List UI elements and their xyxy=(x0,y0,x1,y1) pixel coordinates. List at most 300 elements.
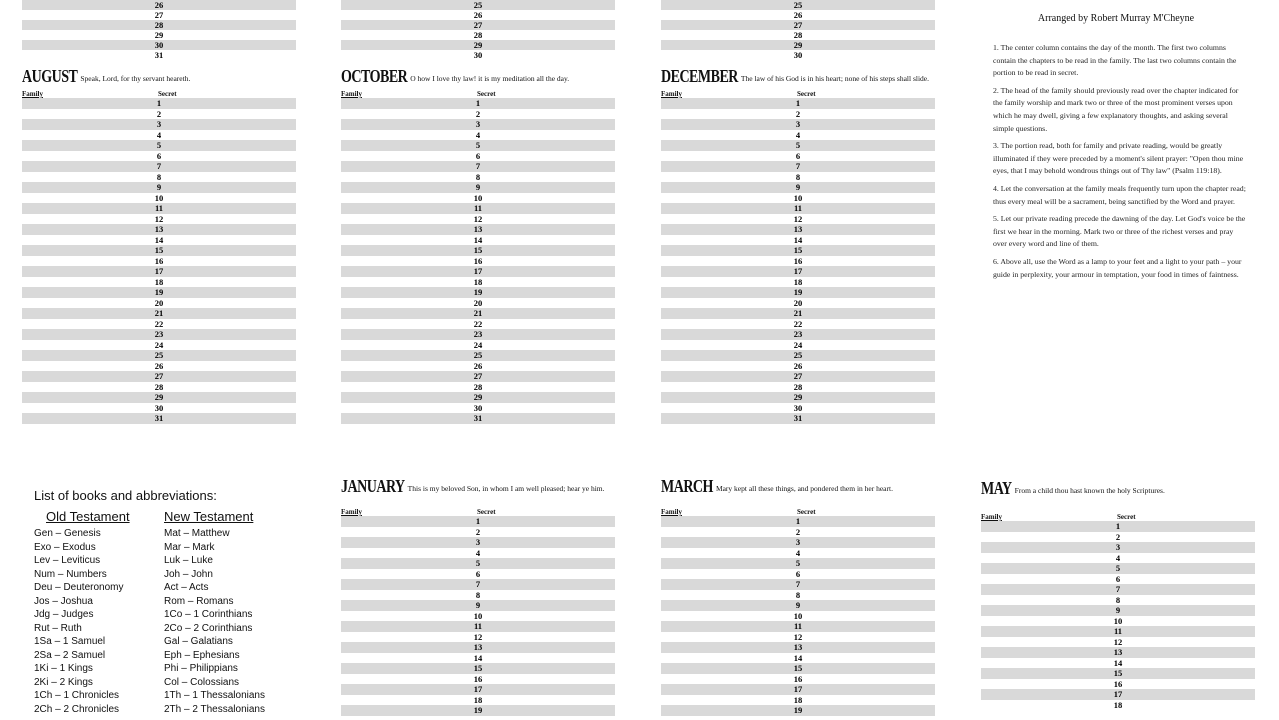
table-row xyxy=(341,50,615,60)
old-testament-column xyxy=(34,509,164,716)
day-number: 12 xyxy=(154,213,164,224)
day-number: 4 xyxy=(795,129,801,140)
secret-label: Secret xyxy=(1117,513,1136,521)
abbreviation-item: Rom – Romans xyxy=(164,595,234,607)
day-number: 25 xyxy=(793,0,803,10)
table-row xyxy=(661,695,935,706)
table-row xyxy=(661,537,935,548)
day-number: 10 xyxy=(473,610,483,621)
table-row xyxy=(22,151,296,162)
day-number: 25 xyxy=(473,350,483,361)
table-row xyxy=(661,256,935,267)
day-number: 17 xyxy=(473,266,483,277)
day-number: 10 xyxy=(793,610,803,621)
instruction-item: 6. Above all, use the Word as a lamp to your feet and a light to your path – your guide in perplexity, your armour in temptation, your food in times of faintness. xyxy=(993,256,1242,279)
abbreviation-item: Phi – Philippians xyxy=(164,663,238,674)
table-row xyxy=(661,298,935,309)
day-number: 5 xyxy=(795,140,801,151)
table-row xyxy=(341,20,615,30)
table-row xyxy=(341,266,615,277)
day-number: 28 xyxy=(473,381,483,392)
day-number: 2 xyxy=(475,108,481,119)
table-row xyxy=(341,684,615,695)
day-number: 2 xyxy=(795,526,801,537)
day-number: 13 xyxy=(1113,647,1123,658)
abbreviation-item: Num – Numbers xyxy=(34,568,107,580)
month-verse: O how I love thy law! it is my meditation all the day. xyxy=(410,74,570,83)
month-verse: Speak, Lord, for thy servant heareth. xyxy=(80,74,191,83)
day-number: 27 xyxy=(473,20,483,30)
instruction-item: 1. The center column contains the day of the month. The first two columns contain the chapters to be read in the family. The last two columns contain the portion to be read in secret. xyxy=(993,43,1237,78)
table-row xyxy=(341,413,615,424)
day-number: 7 xyxy=(795,161,801,172)
table-row xyxy=(22,403,296,414)
day-number: 1 xyxy=(795,98,801,109)
day-number: 30 xyxy=(473,402,483,413)
reading-table xyxy=(22,98,296,424)
old-testament-heading: Old Testament xyxy=(46,509,130,524)
abbreviations-list xyxy=(34,488,294,716)
table-row xyxy=(341,130,615,141)
day-number: 15 xyxy=(154,245,164,256)
table-row xyxy=(341,298,615,309)
day-number: 13 xyxy=(793,642,803,653)
day-number: 30 xyxy=(154,402,164,413)
reading-table xyxy=(981,521,1255,710)
table-row xyxy=(341,151,615,162)
day-number: 30 xyxy=(793,50,803,60)
day-number: 14 xyxy=(473,234,483,245)
month-may xyxy=(981,480,1255,710)
day-number: 24 xyxy=(473,339,483,350)
table-row xyxy=(341,235,615,246)
day-number: 15 xyxy=(793,245,803,256)
table-row xyxy=(22,161,296,172)
day-number: 30 xyxy=(473,50,483,60)
abbreviation-item: 2Ch – 2 Chronicles xyxy=(34,703,120,715)
day-number: 22 xyxy=(473,318,483,329)
partial-month-table-right xyxy=(661,0,935,60)
abbreviation-item: Joh – John xyxy=(164,568,213,580)
table-row xyxy=(341,256,615,267)
reading-table xyxy=(661,98,935,424)
table-row xyxy=(22,361,296,372)
day-number: 11 xyxy=(793,621,803,632)
month-name: MAY xyxy=(981,480,1012,499)
day-number: 1 xyxy=(156,98,162,109)
month-december xyxy=(661,68,935,424)
day-number: 19 xyxy=(793,705,803,716)
table-row xyxy=(22,245,296,256)
table-row xyxy=(341,350,615,361)
table-row xyxy=(341,224,615,235)
table-row xyxy=(22,277,296,288)
table-row xyxy=(22,109,296,120)
family-label: Family xyxy=(341,508,362,516)
day-number: 21 xyxy=(154,308,164,319)
day-number: 20 xyxy=(793,297,803,308)
day-number: 31 xyxy=(793,413,803,424)
table-row xyxy=(341,98,615,109)
table-row xyxy=(661,319,935,330)
table-row xyxy=(341,308,615,319)
abbreviation-item: Exo – Exodus xyxy=(34,541,96,553)
partial-month-table-left xyxy=(22,0,296,60)
month-october xyxy=(341,68,615,424)
abbreviations-title: List of books and abbreviations: xyxy=(34,488,217,503)
table-row xyxy=(661,245,935,256)
table-row xyxy=(661,527,935,538)
day-number: 17 xyxy=(793,684,803,695)
table-row xyxy=(981,700,1255,711)
secret-label: Secret xyxy=(477,90,496,98)
table-row xyxy=(341,109,615,120)
day-number: 10 xyxy=(1113,615,1123,626)
day-number: 4 xyxy=(795,547,801,558)
table-row xyxy=(22,214,296,225)
table-row xyxy=(341,319,615,330)
table-row xyxy=(22,193,296,204)
day-number: 14 xyxy=(793,234,803,245)
day-number: 14 xyxy=(793,652,803,663)
table-row xyxy=(661,172,935,183)
table-row xyxy=(661,548,935,559)
column-labels xyxy=(981,513,1255,521)
day-number: 11 xyxy=(1113,626,1123,637)
family-label: Family xyxy=(341,90,362,98)
abbreviation-item: 2Ki – 2 Kings xyxy=(34,676,93,688)
table-row xyxy=(341,119,615,130)
table-row xyxy=(341,30,615,40)
instructions-panel xyxy=(985,0,1247,400)
table-row xyxy=(661,182,935,193)
day-number: 29 xyxy=(473,40,483,50)
day-number: 16 xyxy=(473,255,483,266)
table-row xyxy=(661,684,935,695)
month-name: JANUARY xyxy=(341,478,405,497)
day-number: 3 xyxy=(475,119,481,130)
day-number: 6 xyxy=(795,150,801,161)
day-number: 27 xyxy=(154,371,164,382)
table-row xyxy=(661,50,935,60)
table-row xyxy=(341,361,615,372)
day-number: 11 xyxy=(793,203,803,214)
day-number: 1 xyxy=(795,516,801,527)
day-number: 29 xyxy=(793,40,803,50)
day-number: 5 xyxy=(475,558,481,569)
day-number: 12 xyxy=(1113,636,1123,647)
day-number: 8 xyxy=(795,171,801,182)
table-row xyxy=(981,574,1255,585)
table-row xyxy=(661,161,935,172)
reading-table xyxy=(661,516,935,716)
day-number: 4 xyxy=(1115,552,1121,563)
table-row xyxy=(341,182,615,193)
table-row xyxy=(22,98,296,109)
table-row xyxy=(341,548,615,559)
table-row xyxy=(341,600,615,611)
table-row xyxy=(341,193,615,204)
day-number: 17 xyxy=(793,266,803,277)
table-row xyxy=(22,329,296,340)
day-number: 2 xyxy=(795,108,801,119)
month-name: DECEMBER xyxy=(661,68,738,87)
table-row xyxy=(22,0,296,10)
day-number: 15 xyxy=(1113,668,1123,679)
column-labels xyxy=(341,508,615,516)
table-row xyxy=(661,361,935,372)
table-row xyxy=(981,647,1255,658)
day-number: 9 xyxy=(156,182,162,193)
day-number: 26 xyxy=(473,10,483,20)
column-labels xyxy=(661,90,935,98)
table-row xyxy=(341,10,615,20)
abbreviation-item: Act – Acts xyxy=(164,582,209,593)
table-row xyxy=(661,30,935,40)
abbreviation-item: Lev – Leviticus xyxy=(34,555,101,566)
table-row xyxy=(661,516,935,527)
day-number: 15 xyxy=(793,663,803,674)
day-number: 13 xyxy=(473,224,483,235)
day-number: 9 xyxy=(1115,605,1121,616)
table-row xyxy=(341,214,615,225)
table-row xyxy=(341,705,615,716)
table-row xyxy=(341,40,615,50)
day-number: 9 xyxy=(475,182,481,193)
day-number: 16 xyxy=(793,673,803,684)
table-row xyxy=(661,193,935,204)
month-name: MARCH xyxy=(661,478,713,497)
month-march xyxy=(661,478,935,716)
day-number: 27 xyxy=(793,371,803,382)
secret-label: Secret xyxy=(158,90,177,98)
table-row xyxy=(341,569,615,580)
day-number: 19 xyxy=(473,287,483,298)
abbreviation-item: Col – Colossians xyxy=(164,676,240,688)
day-number: 10 xyxy=(793,192,803,203)
table-row xyxy=(661,579,935,590)
table-row xyxy=(661,235,935,246)
day-number: 1 xyxy=(475,98,481,109)
day-number: 18 xyxy=(1113,699,1123,710)
table-row xyxy=(22,30,296,40)
table-row xyxy=(661,214,935,225)
month-header xyxy=(981,480,1255,513)
family-label: Family xyxy=(661,508,682,516)
day-number: 9 xyxy=(475,600,481,611)
table-row xyxy=(661,371,935,382)
table-row xyxy=(341,382,615,393)
instruction-item: 3. The portion read, both for family and private reading, would be greatly illuminated if they were preceded by a moment's silent prayer: "Open thou mine eyes, that I may behold wondrous things out of Thy law" (Psalm 119:18). xyxy=(993,141,1244,176)
table-row xyxy=(661,40,935,50)
day-number: 7 xyxy=(475,161,481,172)
day-number: 7 xyxy=(156,161,162,172)
table-row xyxy=(341,287,615,298)
day-number: 23 xyxy=(793,329,803,340)
table-row xyxy=(341,558,615,569)
day-number: 2 xyxy=(156,108,162,119)
day-number: 5 xyxy=(1115,563,1121,574)
day-number: 18 xyxy=(473,694,483,705)
new-testament-column xyxy=(164,509,294,716)
month-header xyxy=(341,68,615,90)
day-number: 29 xyxy=(154,30,164,40)
day-number: 14 xyxy=(473,652,483,663)
table-row xyxy=(22,140,296,151)
table-row xyxy=(661,621,935,632)
abbreviation-item: Rut – Ruth xyxy=(34,622,82,634)
family-label: Family xyxy=(981,513,1002,521)
day-number: 13 xyxy=(473,642,483,653)
table-row xyxy=(661,392,935,403)
table-row xyxy=(661,287,935,298)
day-number: 14 xyxy=(1113,657,1123,668)
day-number: 20 xyxy=(154,297,164,308)
table-row xyxy=(341,611,615,622)
column-labels xyxy=(341,90,615,98)
column-labels xyxy=(661,508,935,516)
table-row xyxy=(341,527,615,538)
table-row xyxy=(661,674,935,685)
table-row xyxy=(341,371,615,382)
day-number: 28 xyxy=(154,381,164,392)
month-header xyxy=(661,478,935,508)
day-number: 7 xyxy=(475,579,481,590)
table-row xyxy=(661,329,935,340)
table-row xyxy=(341,329,615,340)
table-row xyxy=(22,382,296,393)
secret-label: Secret xyxy=(797,508,816,516)
abbreviation-item: 1Ch – 1 Chronicles xyxy=(34,690,120,701)
day-number: 18 xyxy=(793,694,803,705)
table-row xyxy=(341,403,615,414)
table-row xyxy=(981,658,1255,669)
abbreviation-item: 2Co – 2 Corinthians xyxy=(164,622,253,634)
day-number: 29 xyxy=(793,392,803,403)
day-number: 7 xyxy=(1115,584,1121,595)
table-row xyxy=(341,590,615,601)
day-number: 18 xyxy=(793,276,803,287)
day-number: 18 xyxy=(473,276,483,287)
abbreviation-item: 1Sa – 1 Samuel xyxy=(34,636,106,647)
secret-label: Secret xyxy=(797,90,816,98)
day-number: 19 xyxy=(473,705,483,716)
table-row xyxy=(981,616,1255,627)
instruction-item: 4. Let the conversation at the family meals frequently turn upon the chapter read; thus every meal will be a sacrament, being sanctified by the Word and prayer. xyxy=(993,183,1246,206)
table-row xyxy=(22,235,296,246)
day-number: 29 xyxy=(473,392,483,403)
table-row xyxy=(661,203,935,214)
table-row xyxy=(661,266,935,277)
month-name: OCTOBER xyxy=(341,68,408,87)
table-row xyxy=(22,224,296,235)
day-number: 8 xyxy=(475,171,481,182)
day-number: 19 xyxy=(793,287,803,298)
table-row xyxy=(341,203,615,214)
table-row xyxy=(341,642,615,653)
day-number: 29 xyxy=(154,392,164,403)
partial-month-table-middle xyxy=(341,0,615,60)
table-row xyxy=(661,653,935,664)
day-number: 2 xyxy=(475,526,481,537)
table-row xyxy=(981,563,1255,574)
day-number: 8 xyxy=(475,589,481,600)
day-number: 17 xyxy=(154,266,164,277)
table-row xyxy=(341,632,615,643)
day-number: 13 xyxy=(793,224,803,235)
day-number: 6 xyxy=(475,568,481,579)
day-number: 30 xyxy=(154,40,164,50)
table-row xyxy=(341,674,615,685)
table-row xyxy=(341,579,615,590)
day-number: 9 xyxy=(795,600,801,611)
day-number: 4 xyxy=(475,129,481,140)
abbreviation-item: Luk – Luke xyxy=(164,555,213,566)
reading-table xyxy=(341,98,615,424)
day-number: 8 xyxy=(795,589,801,600)
day-number: 15 xyxy=(473,663,483,674)
table-row xyxy=(341,653,615,664)
table-row xyxy=(341,140,615,151)
abbreviation-item: Gen – Genesis xyxy=(34,528,101,539)
month-header xyxy=(22,68,296,90)
day-number: 9 xyxy=(795,182,801,193)
day-number: 25 xyxy=(154,350,164,361)
table-row xyxy=(22,10,296,20)
day-number: 5 xyxy=(475,140,481,151)
month-january xyxy=(341,478,615,716)
day-number: 25 xyxy=(473,0,483,10)
reading-table xyxy=(341,516,615,716)
table-row xyxy=(981,679,1255,690)
day-number: 3 xyxy=(475,537,481,548)
table-row xyxy=(22,350,296,361)
table-row xyxy=(661,558,935,569)
day-number: 28 xyxy=(793,30,803,40)
abbreviation-item: Jos – Joshua xyxy=(34,595,93,607)
day-number: 4 xyxy=(156,129,162,140)
day-number: 16 xyxy=(793,255,803,266)
table-row xyxy=(22,172,296,183)
day-number: 12 xyxy=(473,213,483,224)
table-row xyxy=(341,161,615,172)
table-row xyxy=(981,553,1255,564)
day-number: 1 xyxy=(475,516,481,527)
month-header xyxy=(341,478,615,508)
column-labels xyxy=(22,90,296,98)
table-row xyxy=(341,621,615,632)
table-row xyxy=(661,663,935,674)
day-number: 27 xyxy=(793,20,803,30)
day-number: 21 xyxy=(793,308,803,319)
day-number: 3 xyxy=(156,119,162,130)
day-number: 27 xyxy=(473,371,483,382)
abbreviation-item: 1Ki – 1 Kings xyxy=(34,663,93,674)
day-number: 5 xyxy=(795,558,801,569)
day-number: 5 xyxy=(156,140,162,151)
table-row xyxy=(22,119,296,130)
table-row xyxy=(661,403,935,414)
month-verse: This is my beloved Son, in whom I am well pleased; hear ye him. xyxy=(407,484,605,493)
day-number: 20 xyxy=(473,297,483,308)
table-row xyxy=(661,350,935,361)
table-row xyxy=(22,266,296,277)
day-number: 3 xyxy=(1115,542,1121,553)
day-number: 14 xyxy=(154,234,164,245)
day-number: 21 xyxy=(473,308,483,319)
day-number: 23 xyxy=(473,329,483,340)
day-number: 7 xyxy=(795,579,801,590)
